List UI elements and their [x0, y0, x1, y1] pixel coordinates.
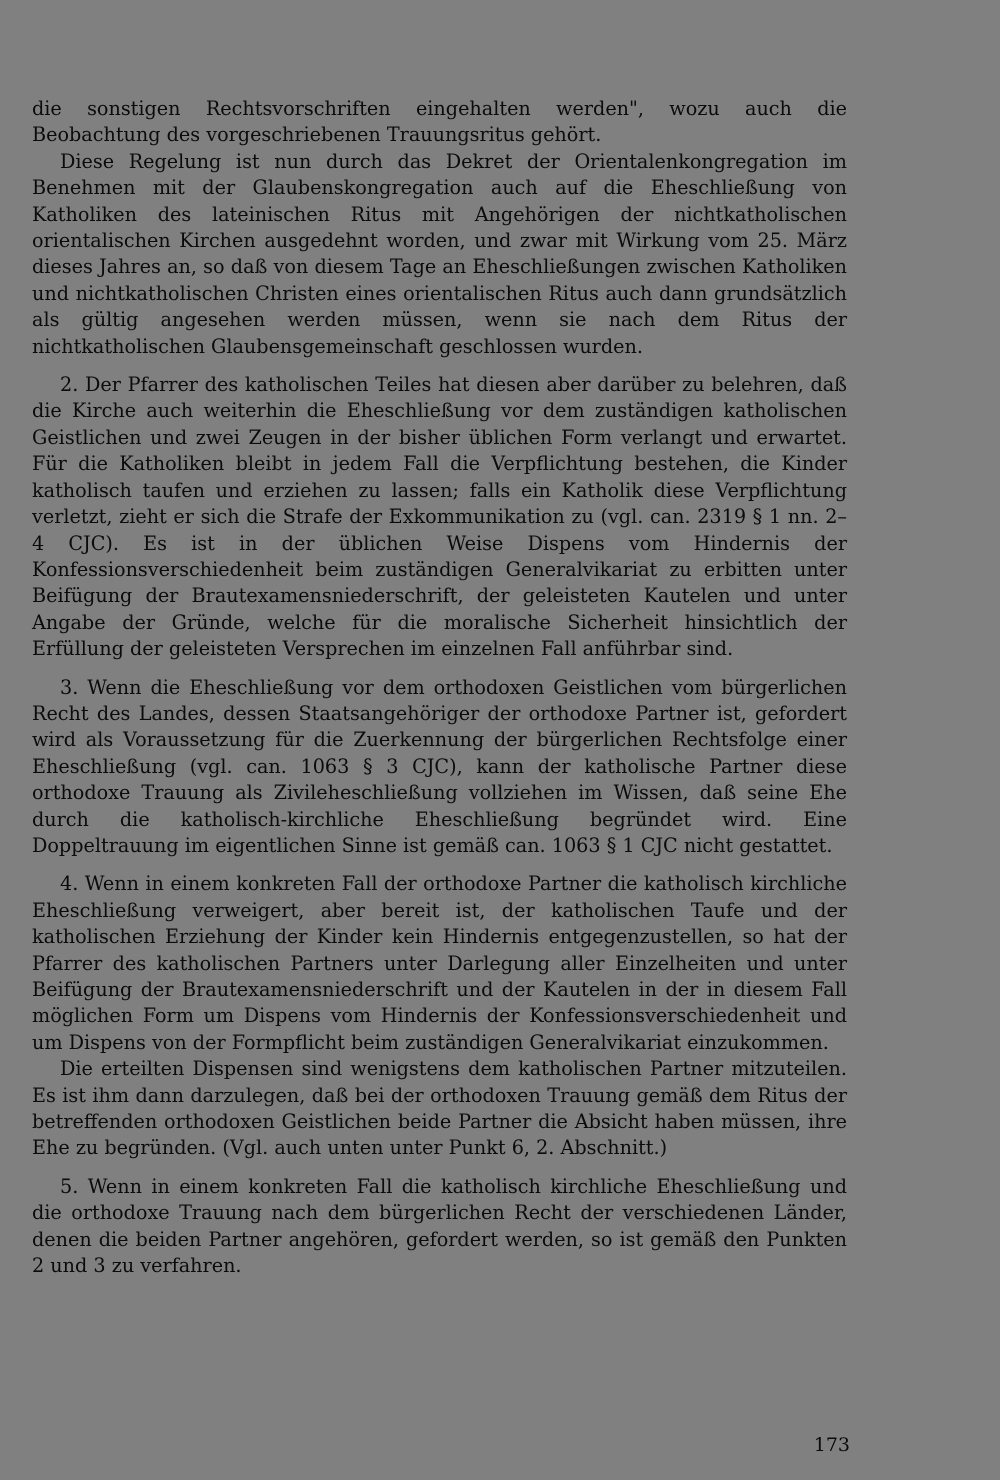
paragraph-point-2: 2. Der Pfarrer des katholischen Teiles hat diesen aber darüber zu belehren, daß die Kirche auch weiterhin die Eheschließung vor dem zuständigen katholischen Geistlichen und zwei Zeugen in der bisher üblichen Form verlangt und erwartet. Für die Katholiken bleibt in jedem Fall die Verpflichtung bestehen, die Kinder katholisch taufen und erziehen zu lassen; falls ein Katholik diese Verpflichtung verletzt, zieht er sich die Strafe der Exkommunikation zu (vgl. can. 2319 § 1 nn. 2–4 CJC). Es ist in der üblichen Weise Dispens vom Hindernis der Konfessionsverschiedenheit beim zuständigen Generalvikariat zu erbitten unter Beifügung der Brautexamensniederschrift, der geleisteten Kautelen und unter Angabe der Gründe, welche für die moralische Sicherheit hinsichtlich der Erfüllung der geleisteten Versprechen im einzelnen Fall anführbar sind.	[32, 373, 847, 661]
paragraph-regulation: Diese Regelung ist nun durch das Dekret der Orientalenkongregation im Benehmen mit der Glaubenskongregation auch auf die Eheschließung von Katholiken des lateinischen Ritus mit Angehörigen der nichtkatholischen orientalischen Kirchen ausgedehnt worden, und zwar mit Wirkung vom 25. März dieses Jahres an, so daß von diesem Tage an Eheschließungen zwischen Katholiken und nichtkatholischen Christen eines orientalischen Ritus auch dann grundsätzlich als gültig angesehen werden müssen, wenn sie nach dem Ritus der nichtkatholischen Glaubensgemeinschaft geschlossen wurden.	[32, 149, 847, 358]
paragraph-point-3: 3. Wenn die Eheschließung vor dem orthodoxen Geistlichen vom bürgerlichen Recht des Landes, dessen Staatsangehöriger der orthodoxe Partner ist, gefordert wird als Voraussetzung für die Zuerkennung der bürgerlichen Rechtsfolge einer Eheschließung (vgl. can. 1063 § 3 CJC), kann der katholische Partner diese orthodoxe Trauung als Zivileheschließung vollziehen im Wissen, daß seine Ehe durch die katholisch-kirchliche Eheschließung begründet wird. Eine Doppeltrauung im eigentlichen Sinne ist gemäß can. 1063 § 1 CJC nicht gestattet.	[32, 675, 847, 857]
paragraph-point-5: 5. Wenn in einem konkreten Fall die katholisch kirchliche Eheschließung und die orthodoxe Trauung nach dem bürgerlichen Recht der verschiedenen Länder, denen die beiden Partner angehören, gefordert werden, so ist gemäß den Punkten 2 und 3 zu verfahren.	[32, 1174, 847, 1278]
page-body	[32, 96, 847, 1279]
paragraph-continuation: die sonstigen Rechtsvorschriften eingehalten werden", wozu auch die Beobachtung des vorgeschriebenen Trauungsritus gehört.	[32, 97, 847, 147]
paragraph-point-4: 4. Wenn in einem konkreten Fall der orthodoxe Partner die katholisch kirchliche Eheschließung verweigert, aber bereit ist, der katholischen Taufe und der katholischen Erziehung der Kinder kein Hindernis entgegenzustellen, so hat der Pfarrer des katholischen Partners unter Darlegung aller Einzelheiten und unter Beifügung der Brautexamensniederschrift und der Kautelen in der in diesem Fall möglichen Form um Dispens vom Hindernis der Konfessionsverschiedenheit und um Dispens von der Formpflicht beim zuständigen Generalvikariat einzukommen.	[32, 872, 847, 1054]
page-number: 173	[813, 1434, 850, 1456]
paragraph-dispensations: Die erteilten Dispensen sind wenigstens dem katholischen Partner mitzuteilen. Es ist ihm dann darzulegen, daß bei der orthodoxen Trauung gemäß dem Ritus der betreffenden orthodoxen Geistlichen beide Partner die Absicht haben müssen, ihre Ehe zu begründen. (Vgl. auch unten unter Punkt 6, 2. Abschnitt.)	[32, 1057, 847, 1160]
